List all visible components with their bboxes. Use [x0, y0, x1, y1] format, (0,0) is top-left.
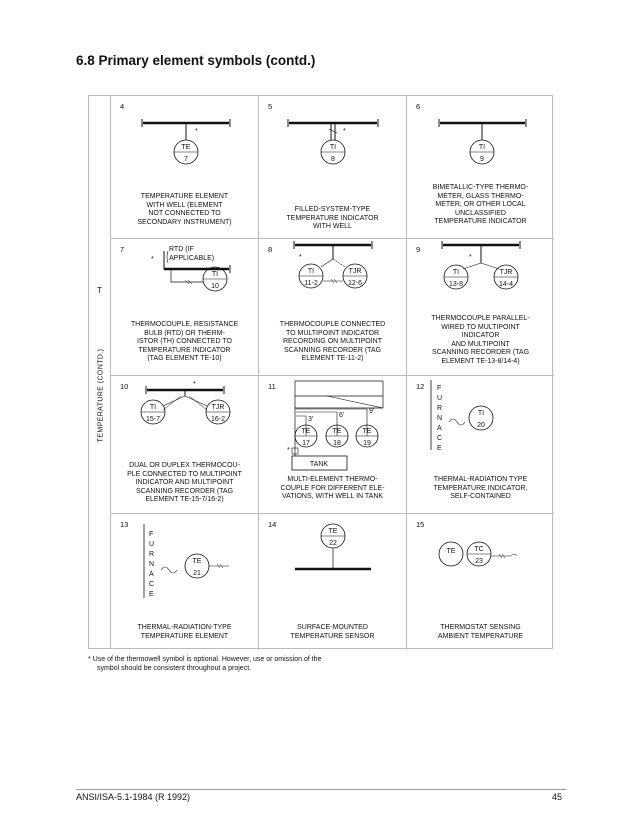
furnace-letter: U [149, 541, 155, 548]
symbol-table [88, 95, 553, 649]
footnote-mark: * [88, 656, 91, 663]
cell-number: 8 [268, 245, 273, 254]
footnote [88, 655, 321, 673]
svg-text:*: * [287, 447, 290, 454]
symbol-cell-14 [259, 514, 407, 650]
tag-loop: 10 [211, 283, 219, 290]
symbol-caption: FILLED-SYSTEM-TYPE TEMPERATURE INDICATOR WITH WELL [286, 206, 379, 231]
tag-loop: 18 [333, 440, 341, 447]
cell-number: 6 [416, 102, 421, 111]
tag-function: TE [328, 528, 338, 535]
rtd-note: APPLICABLE) [169, 255, 215, 262]
tag-loop: 22 [329, 540, 337, 547]
tag-loop: 19 [363, 440, 371, 447]
furnace-letter: E [437, 445, 442, 452]
tag-loop: 12-6 [347, 280, 363, 287]
symbol-cell-13 [111, 514, 259, 650]
tag-loop: 21 [193, 570, 201, 577]
symbol-caption: BIMETALLIC-TYPE THERMO- METER, GLASS THERMO- METER, OR OTHER LOCAL UNCLASSIFIED TEMPERATURE INDICATOR [432, 184, 529, 226]
footnote-line: Use of the thermowell symbol is optional. However, use or omission of the [92, 656, 322, 663]
tag-function: TI [478, 144, 486, 151]
tag-loop: 16-2 [210, 416, 226, 423]
footnote-line: symbol should be consistent throughout a project. [97, 665, 252, 672]
tag-function: TC [474, 546, 484, 553]
furnace-letter: N [149, 561, 155, 568]
symbol-caption: THERMAL-RADIATION TYPE TEMPERATURE INDICATOR, SELF-CONTAINED [433, 476, 528, 501]
furnace-letter: C [149, 581, 155, 588]
tag-function: TJR [499, 269, 513, 276]
footer-rule [76, 789, 566, 790]
tag-function: TJR [211, 404, 225, 411]
symbol-cell-6 [407, 96, 554, 239]
cell-number: 12 [416, 382, 425, 391]
symbol-caption: THERMOCOUPLE, RESISTANCE BULB (RTD) OR THERM- ISTOR (TH) CONNECTED TO TEMPERATURE INDICATOR (TAG ELEMENT TE-10) [130, 321, 239, 363]
cell-number: 5 [268, 102, 273, 111]
furnace-letter: F [437, 385, 442, 392]
symbol-cell-10 [111, 376, 259, 514]
tag-function: TI [307, 268, 315, 275]
symbol-cell-7 [111, 239, 259, 376]
category-column [89, 96, 111, 648]
cell-number: 13 [120, 520, 129, 529]
tag-function: TE [446, 548, 456, 555]
rtd-note: RTD (IF [169, 246, 194, 253]
symbol-cell-9 [407, 239, 554, 376]
symbol-caption: TEMPERATURE ELEMENT WITH WELL (ELEMENT NOT CONNECTED TO SECONDARY INSTRUMENT) [137, 193, 232, 226]
tag-function: TI [329, 144, 337, 151]
svg-text:*: * [151, 256, 154, 263]
symbol-caption: THERMAL-RADIATION-TYPE TEMPERATURE ELEMENT [137, 624, 232, 640]
tag-function: TE [301, 428, 311, 435]
cell-number: 15 [416, 520, 425, 529]
furnace-letter: R [149, 551, 155, 558]
tag-function: TI [211, 271, 219, 278]
tag-function: TI [149, 404, 157, 411]
furnace-letter: E [149, 591, 154, 598]
tag-function: TI [452, 269, 460, 276]
symbol-cell-15 [407, 514, 554, 650]
page-number: 45 [552, 792, 563, 802]
tag-loop: 11-2 [304, 280, 318, 287]
svg-text:*: * [193, 381, 196, 388]
symbol-cell-5 [259, 96, 407, 239]
symbol-cell-11 [259, 376, 407, 514]
symbol-caption: DUAL OR DUPLEX THERMOCOU- PLE CONNECTED TO MULTIPOINT INDICATOR AND MULTIPOINT SCANNING RECORDER (TAG ELEMENT TE-15-7/16-2) [127, 462, 242, 504]
category-label: TEMPERATURE (CONTD.) [97, 348, 105, 443]
symbol-caption: SURFACE-MOUNTED TEMPERATURE SENSOR [290, 624, 375, 640]
furnace-letter: A [149, 571, 154, 578]
tag-loop: 14-4 [498, 281, 514, 288]
tag-function: TJR [348, 268, 362, 275]
tank-label: TANK [309, 461, 329, 468]
furnace-letter: F [149, 531, 154, 538]
tag-loop: 23 [475, 558, 483, 565]
svg-text:*: * [343, 128, 346, 135]
furnace-letter: C [437, 435, 443, 442]
tag-function: TI [477, 410, 485, 417]
tag-loop: 20 [477, 422, 485, 429]
symbol-caption: THERMOCOUPLE PARALLEL- WIRED TO MULTIPOINT INDICATOR AND MULTIPOINT SCANNING RECORDER (TAG ELEMENT TE-13-8/14-4) [431, 315, 530, 365]
symbol-caption: MULTI-ELEMENT THERMO- COUPLE FOR DIFFERENT ELE- VATIONS, WITH WELL IN TANK [280, 476, 385, 501]
cell-number: 14 [268, 520, 277, 529]
tag-loop: 15-7 [145, 416, 161, 423]
cell-number: 10 [120, 382, 129, 391]
svg-text:*: * [195, 128, 198, 135]
tag-loop: 8 [331, 156, 335, 163]
tag-loop: 17 [302, 440, 310, 447]
footer-standard: ANSI/ISA-5.1-1984 (R 1992) [76, 792, 191, 802]
symbol-caption: THERMOSTAT SENSING AMBIENT TEMPERATURE [437, 624, 524, 640]
furnace-letter: N [437, 415, 443, 422]
level-label: 3' [308, 416, 314, 423]
cell-number: 7 [120, 245, 125, 254]
furnace-letter: A [437, 425, 442, 432]
symbol-cell-12 [407, 376, 554, 514]
page-title: 6.8 Primary element symbols (contd.) [76, 53, 316, 68]
cell-number: 11 [268, 382, 276, 391]
tag-function: TE [332, 428, 342, 435]
symbol-caption: THERMOCOUPLE CONNECTED TO MULTIPOINT INDICATOR RECORDING ON MULTIPOINT SCANNING RECORDER (TAG ELEMENT TE-11-2) [279, 321, 386, 363]
svg-text:*: * [299, 254, 302, 261]
svg-text:*: * [469, 254, 472, 261]
cell-number: 4 [120, 102, 125, 111]
cell-number: 9 [416, 245, 421, 254]
tag-function: TE [362, 428, 372, 435]
tag-loop: 9 [480, 156, 484, 163]
symbol-cell-8 [259, 239, 407, 376]
level-label: 6' [339, 412, 345, 419]
tag-function: TE [181, 144, 191, 151]
tag-loop: 13-8 [448, 281, 464, 288]
furnace-letter: U [437, 395, 443, 402]
tag-function: TE [192, 558, 202, 565]
level-label: 9' [369, 408, 375, 415]
furnace-letter: R [437, 405, 443, 412]
category-letter: T [97, 286, 102, 295]
symbol-cell-4 [111, 96, 259, 239]
tag-loop: 7 [184, 156, 188, 163]
